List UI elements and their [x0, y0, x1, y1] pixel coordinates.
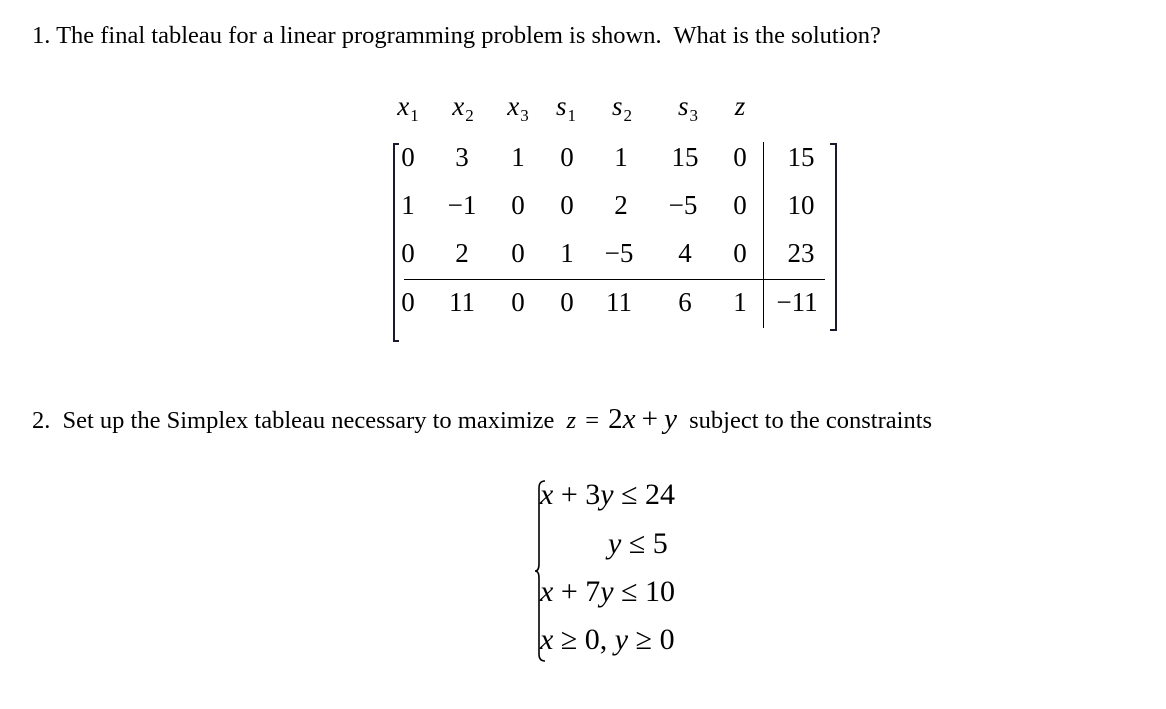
objective-row-separator [404, 279, 825, 280]
header-x1: $x_1$ [397, 91, 419, 125]
tableau-cell: 2 [455, 238, 469, 268]
question-2-prompt [32, 405, 932, 434]
header-s1: $s_1$ [555, 91, 577, 125]
header-s3: $s_3$ [677, 91, 699, 125]
tableau-objective-cell: 6 [678, 287, 692, 317]
header-s2: $s_2$ [611, 91, 633, 125]
question-2-text-after: subject to the constraints [689, 407, 933, 434]
tableau-objective-cell: 0 [511, 287, 525, 317]
question-2-number: 2. [32, 407, 51, 434]
tableau-cell: 1 [511, 142, 525, 172]
tableau-cell: 0 [733, 142, 747, 172]
question-2-text-before: Set up the Simplex tableau necessary to maximize [62, 407, 555, 434]
left-bracket [393, 143, 399, 342]
constraint-4-nonnegativity: x ≥ 0, y ≥ 0 [540, 623, 675, 656]
tableau-objective-cell: 11 [606, 287, 632, 317]
tableau-cell: 0 [401, 142, 415, 172]
tableau-cell: 0 [511, 238, 525, 268]
tableau-rhs-cell: 10 [787, 190, 815, 220]
tableau-rhs-cell: 15 [787, 142, 815, 172]
objective-function: z = 2x + y [566, 403, 678, 435]
constraint-system [528, 474, 728, 664]
tableau-cell: 0 [560, 190, 574, 220]
tableau-cell: 1 [401, 190, 415, 220]
constraint-1: x + 3y ≤ 24 [540, 478, 676, 511]
question-1-number: 1. [32, 22, 51, 49]
constraint-2: y ≤ 5 [608, 527, 668, 560]
header-x2: $x_2$ [452, 91, 474, 125]
tableau-cell: 3 [455, 142, 469, 172]
header-x3: $x_3$ [507, 91, 529, 125]
tableau-objective-cell: 0 [401, 287, 415, 317]
tableau-objective-rhs-cell: −11 [776, 287, 818, 317]
tableau-rhs-cell: 23 [787, 238, 815, 268]
tableau-cell: 0 [560, 142, 574, 172]
right-bracket [830, 143, 837, 331]
question-1-text: The final tableau for a linear programming problem is shown. What is the solution? [56, 22, 881, 49]
tableau-cell: 1 [614, 142, 628, 172]
tableau-objective-cell: 0 [560, 287, 574, 317]
tableau-cell: 2 [614, 190, 628, 220]
tableau-cell: −5 [668, 190, 698, 220]
tableau-cell: −5 [604, 238, 634, 268]
header-z: z [734, 91, 746, 121]
tableau-cell: 4 [678, 238, 692, 268]
tableau-cell: 0 [401, 238, 415, 268]
tableau-cell: 0 [733, 190, 747, 220]
tableau-objective-cell: 11 [449, 287, 475, 317]
tableau-cell: −1 [447, 190, 477, 220]
tableau-cell: 0 [733, 238, 747, 268]
tableau-objective-cell: 1 [733, 287, 747, 317]
constraint-3: x + 7y ≤ 10 [540, 575, 676, 608]
tableau-cell: 0 [511, 190, 525, 220]
tableau-cell: 1 [560, 238, 574, 268]
tableau-cell: 15 [671, 142, 699, 172]
augment-bar [763, 142, 764, 328]
